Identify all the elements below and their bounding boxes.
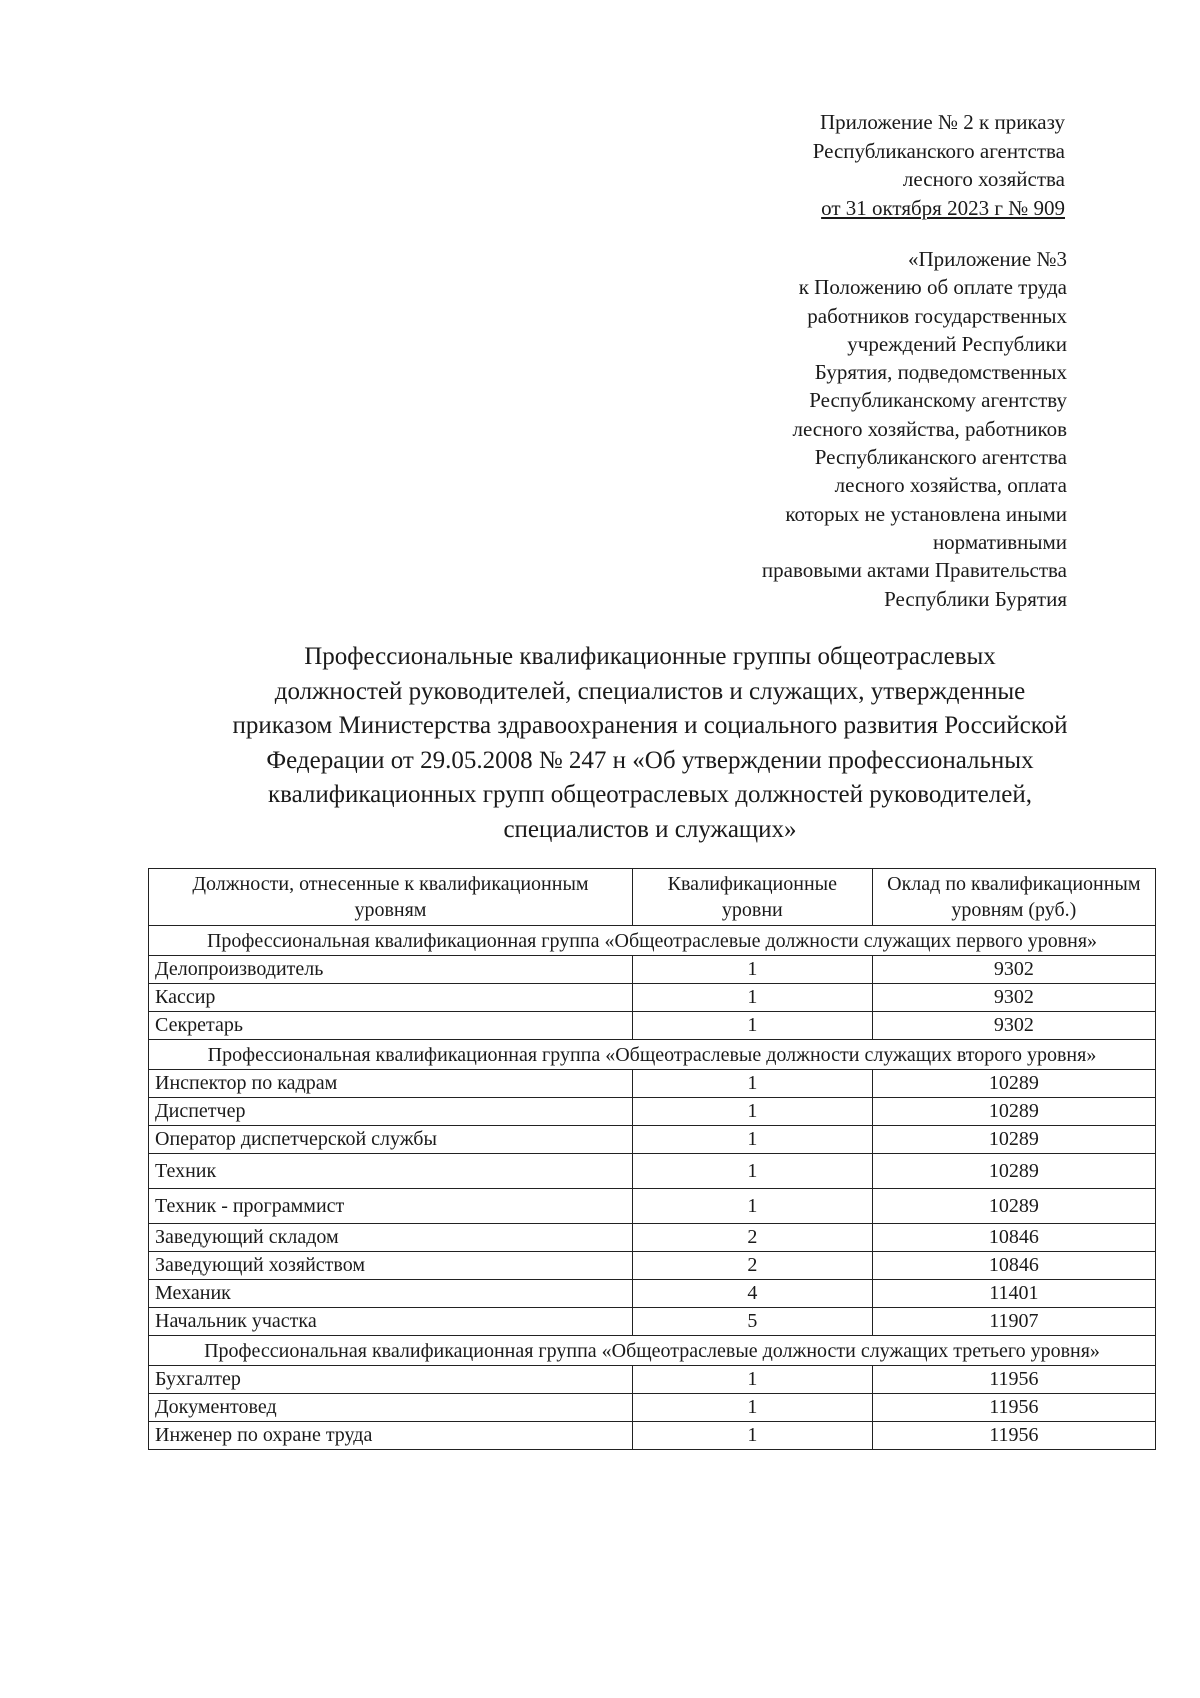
- title-line: квалификационных групп общеотраслевых должностей руководителей,: [268, 781, 1032, 808]
- level-cell: 1: [632, 1098, 872, 1126]
- salary-cell: 9302: [872, 984, 1155, 1012]
- annex-line: лесного хозяйства, оплата: [834, 473, 1067, 498]
- group-row: [149, 1336, 1156, 1366]
- table-row: [149, 1224, 1156, 1252]
- table-row: [149, 1308, 1156, 1336]
- table-row: [149, 1012, 1156, 1040]
- level-cell: 1: [632, 1422, 872, 1450]
- position-cell: Оператор диспетчерской службы: [149, 1126, 633, 1154]
- position-cell: Заведующий хозяйством: [149, 1252, 633, 1280]
- level-cell: 2: [632, 1224, 872, 1252]
- annex-line: Бурятия, подведомственных: [814, 360, 1067, 385]
- order-date-number: от 31 октября 2023 г № 909: [821, 195, 1065, 220]
- annex-line: правовыми актами Правительства: [761, 558, 1067, 583]
- salary-cell: 10289: [872, 1098, 1155, 1126]
- annex-line: к Положению об оплате труда: [798, 275, 1067, 300]
- annex-line: лесного хозяйства, работников: [792, 416, 1067, 441]
- group-title: Профессиональная квалификационная группа «Общеотраслевые должности служащих первого уровня»: [149, 926, 1156, 956]
- group-title: Профессиональная квалификационная группа «Общеотраслевые должности служащих третьего уровня»: [149, 1336, 1156, 1366]
- annex-line: которых не установлена иными: [785, 501, 1067, 526]
- level-cell: 1: [632, 1012, 872, 1040]
- salary-cell: 10289: [872, 1126, 1155, 1154]
- salary-cell: 10846: [872, 1252, 1155, 1280]
- group-title: Профессиональная квалификационная группа «Общеотраслевые должности служащих второго уровня»: [149, 1040, 1156, 1070]
- annex-reference: [637, 245, 1067, 613]
- level-cell: 1: [632, 1070, 872, 1098]
- document-title: [150, 640, 1150, 847]
- annex-line: Республиканскому агентству: [809, 388, 1067, 413]
- salary-cell: 11956: [872, 1366, 1155, 1394]
- level-cell: 5: [632, 1308, 872, 1336]
- salary-cell: 9302: [872, 1012, 1155, 1040]
- header-levels: Квалификационные уровни: [632, 869, 872, 926]
- level-cell: 4: [632, 1280, 872, 1308]
- level-cell: 1: [632, 1126, 872, 1154]
- table-row: [149, 1394, 1156, 1422]
- title-line: должностей руководителей, специалистов и служащих, утвержденные: [274, 677, 1026, 705]
- table-row: [149, 1366, 1156, 1394]
- level-cell: 1: [632, 984, 872, 1012]
- table-row: [149, 1154, 1156, 1189]
- table-row: [149, 984, 1156, 1012]
- group-row: [149, 1040, 1156, 1070]
- position-cell: Заведующий складом: [149, 1224, 633, 1252]
- position-cell: Диспетчер: [149, 1098, 633, 1126]
- salary-table: [148, 868, 1156, 1450]
- salary-cell: 10289: [872, 1070, 1155, 1098]
- title-line: приказом Министерства здравоохранения и социального развития Российской: [232, 712, 1068, 739]
- salary-cell: 10289: [872, 1189, 1155, 1224]
- table-row: [149, 1070, 1156, 1098]
- annex-line: учреждений Республики: [847, 331, 1067, 356]
- level-cell: 1: [632, 1154, 872, 1189]
- position-cell: Кассир: [149, 984, 633, 1012]
- order-line: лесного хозяйства: [902, 167, 1065, 191]
- annex-line: Республиканского агентства: [814, 445, 1067, 470]
- header-positions: Должности, отнесенные к квалификационным уровням: [149, 869, 633, 926]
- level-cell: 1: [632, 1189, 872, 1224]
- position-cell: Секретарь: [149, 1012, 633, 1040]
- annex-line: «Приложение №3: [908, 247, 1067, 271]
- salary-cell: 11956: [872, 1422, 1155, 1450]
- level-cell: 2: [632, 1252, 872, 1280]
- table-row: [149, 1252, 1156, 1280]
- annex-line: работников государственных: [807, 303, 1067, 328]
- order-line: Республиканского агентства: [812, 138, 1065, 163]
- table-row: [149, 1098, 1156, 1126]
- position-cell: Техник: [149, 1154, 633, 1189]
- title-line: Федерации от 29.05.2008 № 247 н «Об утверждении профессиональных: [266, 746, 1034, 774]
- level-cell: 1: [632, 1394, 872, 1422]
- table-row: [149, 1422, 1156, 1450]
- salary-cell: 11401: [872, 1280, 1155, 1308]
- salary-cell: 11956: [872, 1394, 1155, 1422]
- table-body: [149, 926, 1156, 1450]
- annex-line: Республики Бурятия: [884, 586, 1067, 611]
- title-line: Профессиональные квалификационные группы общеотраслевых: [304, 643, 996, 670]
- table-row: [149, 1189, 1156, 1224]
- position-cell: Делопроизводитель: [149, 956, 633, 984]
- position-cell: Инспектор по кадрам: [149, 1070, 633, 1098]
- salary-cell: 10289: [872, 1154, 1155, 1189]
- salary-cell: 11907: [872, 1308, 1155, 1336]
- table-header-row: [149, 869, 1156, 926]
- position-cell: Техник - программист: [149, 1189, 633, 1224]
- level-cell: 1: [632, 956, 872, 984]
- position-cell: Инженер по охране труда: [149, 1422, 633, 1450]
- position-cell: Бухгалтер: [149, 1366, 633, 1394]
- salary-cell: 10846: [872, 1224, 1155, 1252]
- table-row: [149, 956, 1156, 984]
- title-line: специалистов и служащих»: [503, 815, 797, 843]
- position-cell: Документовед: [149, 1394, 633, 1422]
- table-row: [149, 1126, 1156, 1154]
- position-cell: Начальник участка: [149, 1308, 633, 1336]
- header-salary: Оклад по квалификационным уровням (руб.): [872, 869, 1155, 926]
- order-reference: [645, 108, 1065, 222]
- table-row: [149, 1280, 1156, 1308]
- annex-line: нормативными: [932, 529, 1067, 554]
- position-cell: Механик: [149, 1280, 633, 1308]
- salary-cell: 9302: [872, 956, 1155, 984]
- group-row: [149, 926, 1156, 956]
- order-line: Приложение № 2 к приказу: [820, 110, 1065, 134]
- level-cell: 1: [632, 1366, 872, 1394]
